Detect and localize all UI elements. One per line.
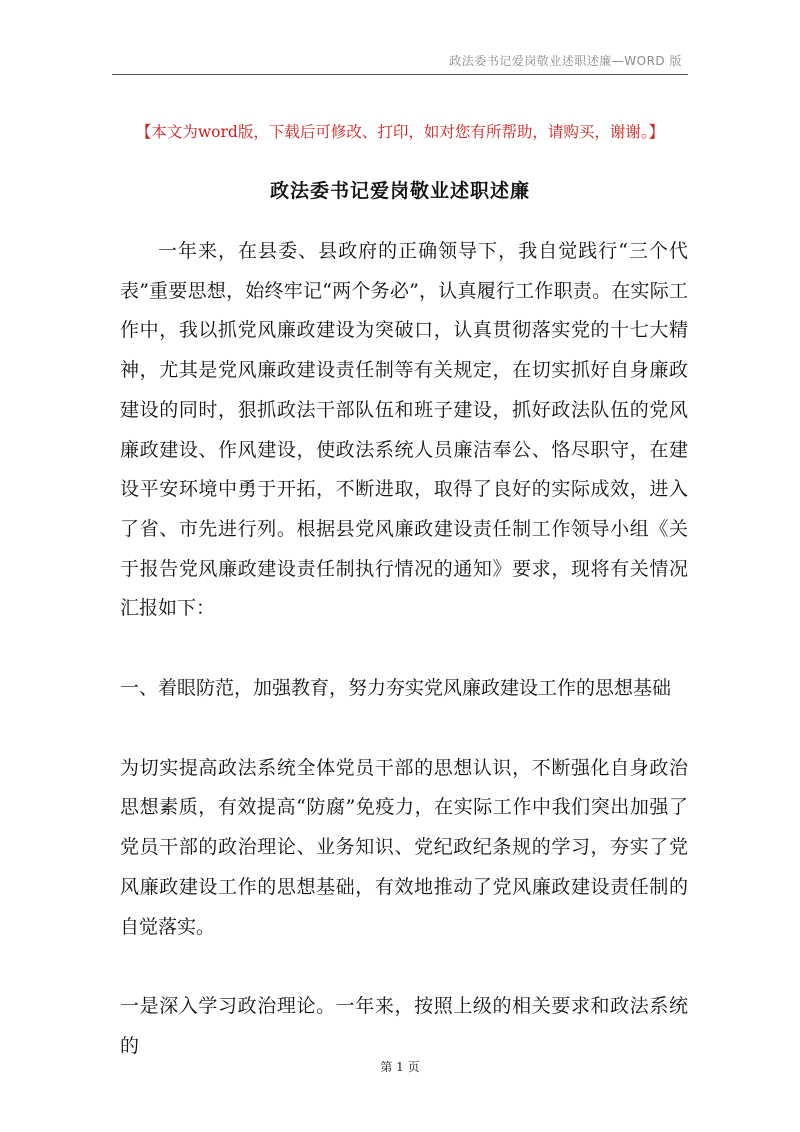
paragraph-spacer [120, 947, 688, 987]
document-title: 政法委书记爱岗敬业述职述廉 [269, 180, 530, 202]
header-divider [112, 74, 688, 75]
body-paragraph-point-1: 一是深入学习政治理论。一年来，按照上级的相关要求和政法系统的 [120, 995, 688, 1057]
body-paragraph-intro: 一年来，在县委、县政府的正确领导下，我自觉践行“三个代表”重要思想，始终牢记“两个务必”，认真履行工作职责。在实际工作中，我以抓党风廉政建设为突破口，认真贯彻落实党的十七大精神，尤其是党风廉政建设责任制等有关规定，在切实抓好自身廉政建设的同时，狠抓政法干部队伍和班子建设，抓好政法队伍的党风廉政建设、作风建设，使政法系统人员廉洁奉公、恪尽职守，在建设平安环境中勇于开拓，不断进取，取得了良好的实际成效，进入了省、市先进行列。根据县党风廉政建设责任制工作领导小组《关于报告党风廉政建设责任制执行情况的通知》要求，现将有关情况汇报如下： [120, 240, 688, 620]
running-header: 政法委书记爱岗敬业述职述廉—WORD 版 [449, 54, 682, 68]
page-number: 第 1 页 [380, 1060, 420, 1074]
paragraph-spacer [120, 709, 688, 749]
paragraph-spacer [120, 629, 688, 669]
section-heading: 一、着眼防范，加强教育，努力夯实党风廉政建设工作的思想基础 [120, 677, 672, 700]
body-paragraph-section-1: 为切实提高政法系统全体党员干部的思想认识，不断强化自身政治思想素质，有效提高“防腐”免疫力，在实际工作中我们突出加强了党员干部的政治理论、业务知识、党纪政纪条规的学习，夯实了党风廉政建设工作的思想基础，有效地推动了党风廉政建设责任制的自觉落实。 [120, 756, 688, 938]
document-body [120, 232, 688, 1067]
download-notice: 【本文为word版，下载后可修改、打印，如对您有所帮助，请购买，谢谢。】 [135, 123, 665, 141]
